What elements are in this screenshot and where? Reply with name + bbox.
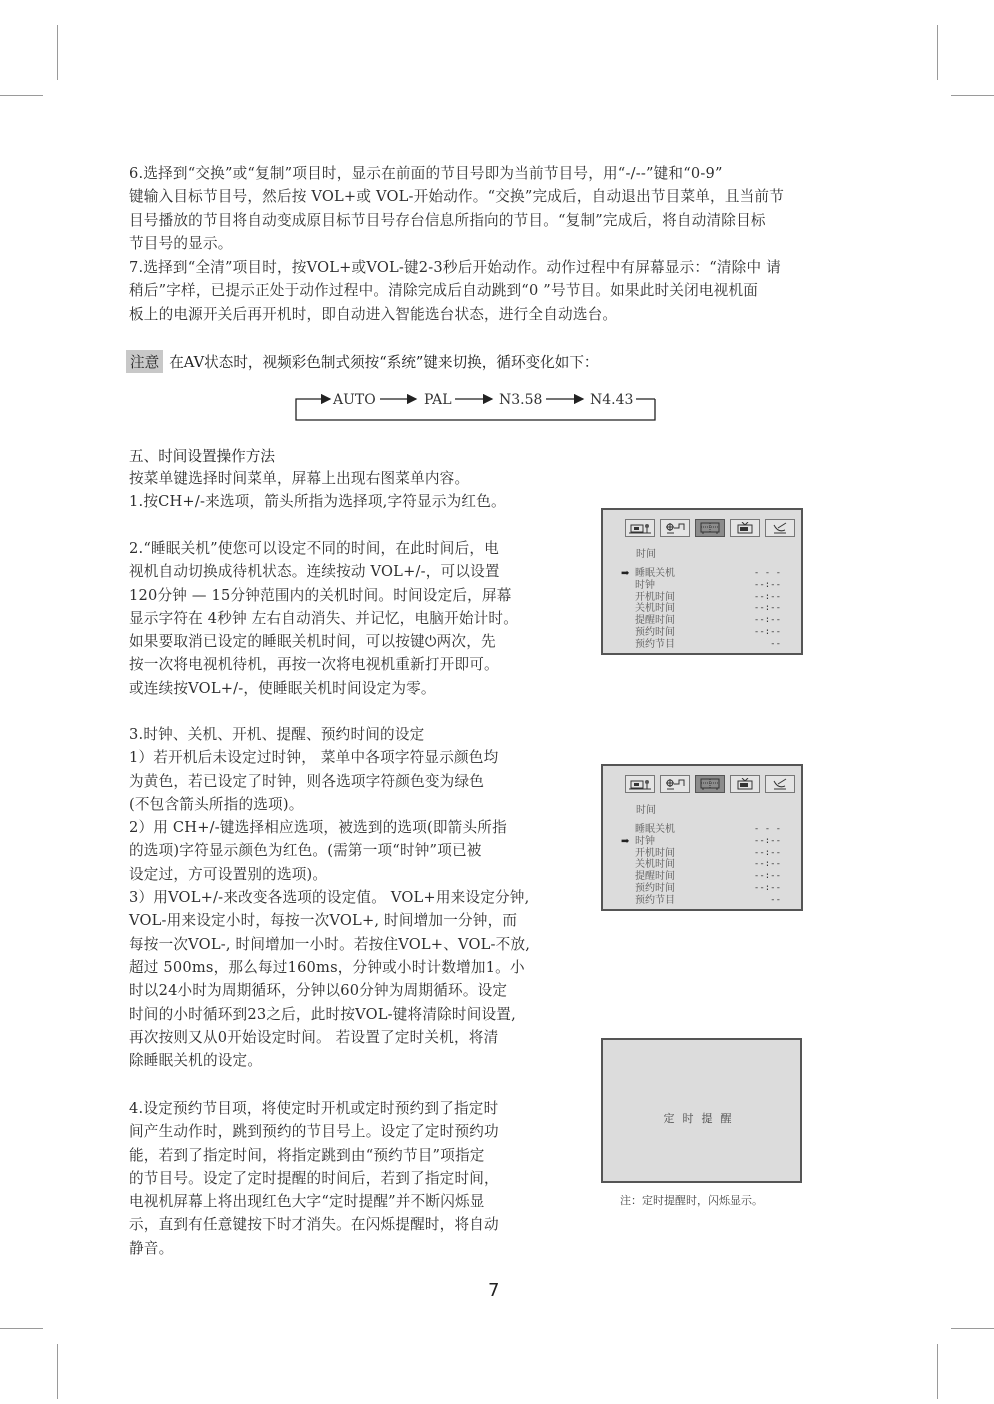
text-line: 能，若到了指定时间，将指定跳到由“预约节目”项指定 bbox=[129, 1146, 485, 1164]
menu-row-off-time bbox=[621, 603, 781, 615]
menu-row-value: --:-- bbox=[753, 579, 781, 590]
paragraph-item-7 bbox=[129, 256, 869, 326]
text-line: 7.选择到“全清”项目时，按VOL+或VOL-键2-3秒后开始动作。动作过程中有屏幕显示：“清除中 请 bbox=[129, 259, 781, 276]
time-icon bbox=[695, 519, 725, 537]
text-line: 1）若开机后未设定过时钟， 菜单中各项字符显示颜色均 bbox=[129, 749, 499, 767]
menu-row-remind-time bbox=[621, 871, 781, 883]
paragraph-reserved-program bbox=[129, 1097, 569, 1260]
menu-row-label: 时钟 bbox=[635, 835, 655, 847]
note-badge: 注意 bbox=[126, 350, 163, 373]
setup-icon bbox=[625, 519, 655, 537]
text-line: 显示字符在 4秒钟 左右自动消失、并记忆，电脑开始计时。 bbox=[129, 609, 519, 627]
menu-row-reserve-time bbox=[621, 883, 781, 895]
text-line: 电视机屏幕上将出现红色大字“定时提醒”并不断闪烁显 bbox=[129, 1193, 485, 1211]
function-icon bbox=[660, 519, 690, 537]
paragraph-time-settings bbox=[129, 723, 569, 1072]
menu-row-label: 关机时间 bbox=[635, 603, 675, 615]
menu-icon-row bbox=[625, 775, 795, 793]
text-line: 时间的小时循环到23之后，此时按VOL-键将清除时间设置, bbox=[129, 1005, 516, 1023]
cycle-step-n358: N3.58 bbox=[499, 392, 543, 408]
menu-row-value: --:-- bbox=[753, 603, 781, 614]
menu-row-on-time bbox=[621, 848, 781, 860]
menu-row-off-time bbox=[621, 859, 781, 871]
antenna-icon bbox=[765, 519, 795, 537]
text-line: 6.选择到“交换”或“复制”项目时，显示在前面的节目号即为当前节目号，用“-/--”键和“0-9” bbox=[129, 165, 723, 182]
text-line: 1.按CH+/-来选项，箭头所指为选择项,字符显示为红色。 bbox=[129, 493, 506, 511]
text-line: 3.时钟、关机、开机、提醒、预约时间的设定 bbox=[129, 726, 425, 743]
menu-row-value: --:-- bbox=[753, 591, 781, 602]
crop-mark bbox=[57, 1344, 58, 1399]
reminder-caption: 注：定时提醒时，闪烁显示。 bbox=[620, 1194, 763, 1207]
crop-mark bbox=[0, 95, 43, 96]
menu-row-label: 预约节目 bbox=[635, 638, 675, 650]
text-line: 按一次将电视机待机，再按一次将电视机重新打开即可。 bbox=[129, 656, 499, 674]
menu-row-label: 睡眠关机 bbox=[635, 568, 675, 579]
text-line: 稍后”字样，已提示正处于动作过程中。清除完成后自动跳到“0 ”号节目。如果此时关闭电视机面 bbox=[129, 282, 759, 300]
cycle-step-auto: AUTO bbox=[333, 392, 376, 408]
cycle-step-pal: PAL bbox=[424, 392, 452, 408]
text-line: 静音。 bbox=[129, 1239, 174, 1257]
menu-icon-row bbox=[625, 519, 795, 537]
menu-row-label: 开机时间 bbox=[635, 591, 675, 603]
crop-mark bbox=[937, 1344, 938, 1399]
menu-list bbox=[621, 568, 781, 651]
tv-menu-screen-clock-selected bbox=[601, 764, 803, 911]
menu-title: 时间 bbox=[636, 549, 656, 560]
menu-row-clock bbox=[621, 580, 781, 592]
text-line: 键输入目标节目号，然后按 VOL+或 VOL-开始动作。“交换”完成后，自动退出节目菜单，且当前节 bbox=[129, 188, 785, 206]
menu-row-reserve-time bbox=[621, 627, 781, 639]
text-line: 的节目号。设定了定时提醒的时间后，若到了指定时间， bbox=[129, 1169, 499, 1187]
text-line: 每按一次VOL-, 时间增加一小时。若按住VOL+、VOL-不放, bbox=[129, 935, 531, 953]
menu-row-reserve-program bbox=[621, 639, 781, 651]
menu-row-value: -- bbox=[770, 894, 781, 905]
menu-row-label: 睡眠关机 bbox=[635, 824, 675, 835]
menu-title: 时间 bbox=[636, 805, 656, 816]
crop-mark bbox=[57, 25, 58, 80]
tv-icon bbox=[730, 519, 760, 537]
text-line: 时以24小时为周期循环，分钟以60分钟为周期循环。设定 bbox=[129, 982, 508, 1000]
tv-icon bbox=[730, 775, 760, 793]
note bbox=[126, 350, 599, 373]
tv-reminder-screen bbox=[601, 1038, 802, 1183]
crop-mark bbox=[951, 95, 994, 96]
text-line: 板上的电源开关后再开机时，即自动进入智能选台状态，进行全自动选台。 bbox=[129, 305, 618, 323]
text-line: 为黄色，若已设定了时钟，则各选项字符颜色变为绿色 bbox=[129, 772, 485, 790]
reminder-text: 定时提醒 bbox=[663, 1112, 740, 1125]
selection-arrow-icon: ➡ bbox=[621, 568, 630, 579]
crop-mark bbox=[0, 1328, 43, 1329]
function-icon bbox=[660, 775, 690, 793]
cycle-step-n443: N4.43 bbox=[590, 392, 634, 408]
crop-mark bbox=[937, 25, 938, 80]
text-line: 3）用VOL+/-来改变各选项的设定值。 VOL+用来设定分钟, bbox=[129, 889, 530, 907]
antenna-icon bbox=[765, 775, 795, 793]
text-line: 的选项)字符显示颜色为红色。(需第一项“时钟”项已被 bbox=[129, 842, 482, 860]
menu-row-clock bbox=[621, 836, 781, 848]
text-line: 再次按则又从0开始设定时间。 若设置了定时关机，将清 bbox=[129, 1028, 499, 1046]
text-line: 2）用 CH+/-键选择相应选项，被选到的选项(即箭头所指 bbox=[129, 819, 507, 837]
paragraph-item-6 bbox=[129, 162, 869, 255]
text-line: 间产生动作时，跳到预约的节目号上。设定了定时预约功 bbox=[129, 1123, 499, 1141]
text-line: 示，直到有任意键按下时才消失。在闪烁提醒时，将自动 bbox=[129, 1216, 499, 1234]
text-line: 设定过，方可设置别的选项)。 bbox=[129, 865, 328, 883]
color-system-cycle-diagram bbox=[290, 386, 670, 426]
menu-row-value: --:-- bbox=[753, 835, 781, 846]
text-line: 如果要取消已设定的睡眠关机时间，可以按键⏻两次，先 bbox=[129, 633, 496, 651]
menu-row-value: - - - bbox=[753, 568, 781, 578]
section-intro bbox=[129, 467, 729, 514]
menu-list bbox=[621, 824, 781, 907]
menu-row-label: 关机时间 bbox=[635, 859, 675, 871]
menu-row-on-time bbox=[621, 592, 781, 604]
time-icon bbox=[695, 775, 725, 793]
text-line: (不包含箭头所指的选项)。 bbox=[129, 795, 304, 813]
menu-row-label: 提醒时间 bbox=[635, 615, 675, 627]
menu-row-value: --:-- bbox=[753, 871, 781, 882]
text-line: 除睡眠关机的设定。 bbox=[129, 1052, 263, 1070]
text-line: 或连续按VOL+/-，使睡眠关机时间设定为零。 bbox=[129, 679, 436, 697]
menu-row-value: --:-- bbox=[753, 615, 781, 626]
text-line: 视机自动切换成待机状态。连续按动 VOL+/-，可以设置 bbox=[129, 563, 500, 581]
menu-row-sleep bbox=[621, 824, 781, 836]
text-line: VOL-用来设定小时，每按一次VOL+, 时间增加一分钟，而 bbox=[129, 912, 518, 930]
menu-row-value: --:-- bbox=[753, 859, 781, 870]
menu-row-label: 预约节目 bbox=[635, 894, 675, 906]
text-line: 按菜单键选择时间菜单，屏幕上出现右图菜单内容。 bbox=[129, 470, 470, 487]
menu-row-value: --:-- bbox=[753, 847, 781, 858]
menu-row-label: 提醒时间 bbox=[635, 871, 675, 883]
menu-row-sleep bbox=[621, 568, 781, 580]
text-line: 目号播放的节目将自动变成原目标节目号存台信息所指向的节目。“复制”完成后，将自动清除目标 bbox=[129, 211, 766, 229]
crop-mark bbox=[951, 1328, 994, 1329]
tv-menu-screen-sleep-selected bbox=[601, 508, 803, 655]
menu-row-label: 预约时间 bbox=[635, 626, 675, 638]
menu-row-value: --:-- bbox=[753, 882, 781, 893]
note-text: 在AV状态时，视频彩色制式须按“系统”键来切换，循环变化如下： bbox=[169, 354, 599, 371]
menu-row-label: 预约时间 bbox=[635, 882, 675, 894]
menu-row-reserve-program bbox=[621, 895, 781, 907]
selection-arrow-icon: ➡ bbox=[621, 835, 630, 847]
text-line: 4.设定预约节目项，将使定时开机或定时预约到了指定时 bbox=[129, 1100, 499, 1117]
setup-icon bbox=[625, 775, 655, 793]
menu-row-remind-time bbox=[621, 615, 781, 627]
text-line: 超过 500ms，那么每过160ms，分钟或小时计数增加1。小 bbox=[129, 958, 525, 976]
menu-row-value: --:-- bbox=[753, 626, 781, 637]
menu-row-value: -- bbox=[770, 638, 781, 649]
page-number: 7 bbox=[488, 1280, 500, 1301]
menu-row-label: 时钟 bbox=[635, 579, 655, 591]
text-line: 2.“睡眠关机”使您可以设定不同的时间，在此时间后，电 bbox=[129, 540, 499, 557]
menu-row-value: - - - bbox=[753, 824, 781, 834]
paragraph-sleep-timer bbox=[129, 537, 569, 700]
section-heading: 五、时间设置操作方法 bbox=[129, 448, 275, 465]
menu-row-label: 开机时间 bbox=[635, 847, 675, 859]
text-line: 节目号的显示。 bbox=[129, 234, 233, 252]
text-line: 120分钟 — 15分钟范围内的关机时间。时间设定后，屏幕 bbox=[129, 586, 512, 604]
